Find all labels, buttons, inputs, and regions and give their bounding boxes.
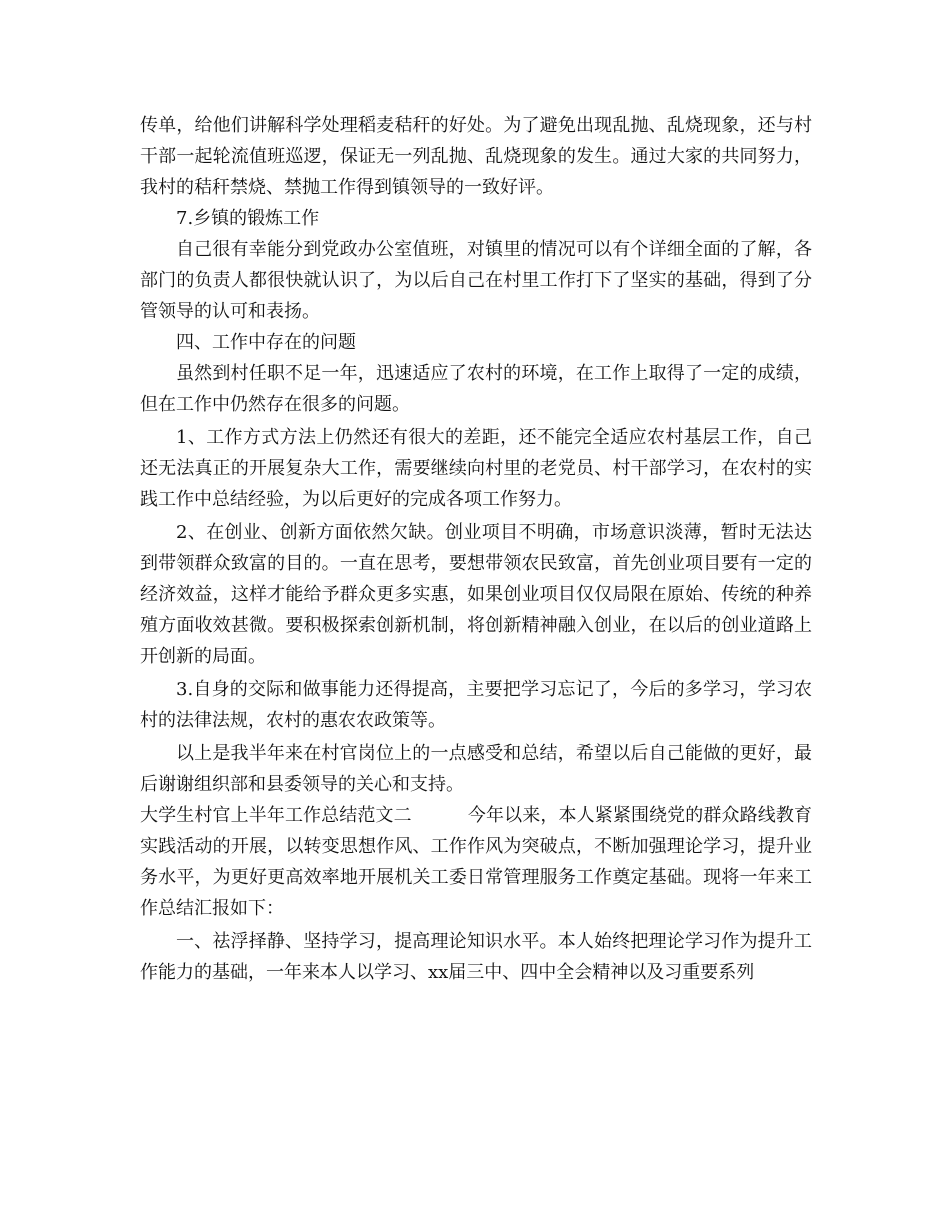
document-page: [140, 110, 812, 988]
paragraph-problem-2: 2、在创业、创新方面依然欠缺。创业项目不明确，市场意识淡薄，暂时无法达到带领群众致富的目的。一直在思考，要想带领农民致富，首先创业项目要有一定的经济效益，这样才能给予群众更多实惠，如果创业项目仅仅局限在原始、传统的种养殖方面收效甚微。要积极探索创新机制，将创新精神融入创业，在以后的创业道路上开创新的局面。: [140, 522, 812, 667]
paragraph-straw-burning-cont: 传单，给他们讲解科学处理稻麦秸秆的好处。为了避免出现乱抛、乱烧现象，还与村干部一起轮流值班巡逻，保证无一列乱抛、乱烧现象的发生。通过大家的共同努力，我村的秸秆禁烧、禁抛工作得到镇领导的一致好评。: [140, 115, 812, 198]
paragraph-problem-3: 3.自身的交际和做事能力还得提高，主要把学习忘记了，今后的多学习，学习农村的法律法规，农村的惠农农政策等。: [140, 679, 812, 731]
section-heading-township-training: 7.乡镇的锻炼工作: [176, 208, 320, 229]
paragraph-sample-two: [140, 800, 812, 924]
paragraph-office-duty: 自己很有幸能分到党政办公室值班，对镇里的情况可以有个详细全面的了解，各部门的负责人都很快就认识了，为以后自己在村里工作打下了坚实的基础，得到了分管领导的认可和表扬。: [140, 239, 812, 322]
section-heading-problems: 四、工作中存在的问题: [176, 332, 356, 353]
paragraph-problem-1: 1、工作方式方法上仍然还有很大的差距，还不能完全适应农村基层工作，自己还无法真正的开展复杂大工作，需要继续向村里的老党员、村干部学习，在农村的实践工作中总结经验，为以后更好的完成各项工作努力。: [140, 427, 812, 510]
paragraph-problems-intro: 虽然到村任职不足一年，迅速适应了农村的环境，在工作上取得了一定的成绩，但在工作中仍然存在很多的问题。: [140, 363, 812, 415]
sample-two-title: 大学生村官上半年工作总结范文二: [140, 805, 412, 826]
paragraph-conclusion: 以上是我半年来在村官岗位上的一点感受和总结，希望以后自己能做的更好，最后谢谢组织部和县委领导的关心和支持。: [140, 743, 812, 795]
sample-two-intro: 今年以来，本人紧紧围绕党的群众路线教育实践活动的开展，以转变思想作风、工作作风为突破点，不断加强理论学习，提升业务水平，为更好更高效率地开展机关工委日常管理服务工作奠定基础。现将一年来工作总结汇报如下：: [140, 805, 812, 919]
paragraph-study-theory: 一、祛浮择静、坚持学习，提高理论知识水平。本人始终把理论学习作为提升工作能力的基础，一年来本人以学习、xx届三中、四中全会精神以及习重要系列: [140, 931, 812, 983]
